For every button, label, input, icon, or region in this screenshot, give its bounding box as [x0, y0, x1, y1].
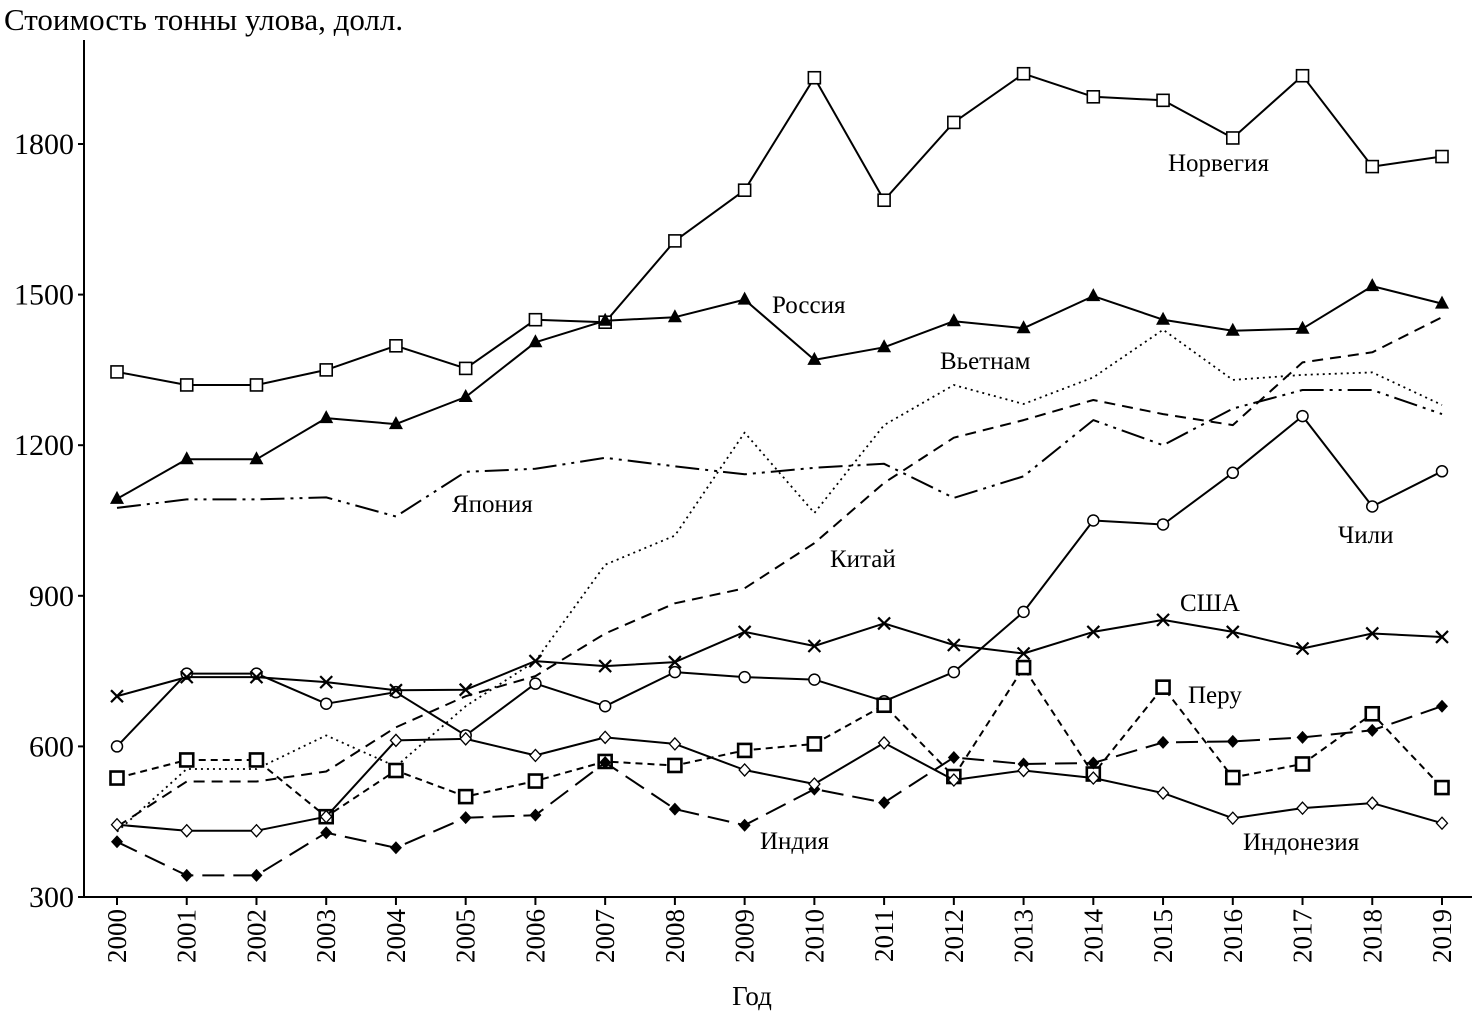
series-6-marker: [948, 667, 959, 678]
series-10-marker: [600, 731, 611, 743]
series-8-marker: [111, 772, 124, 785]
series-1-marker: [948, 116, 960, 128]
series-1-marker: [1436, 151, 1448, 163]
series-9-marker: [529, 809, 541, 822]
series-9-marker: [739, 819, 751, 832]
series-9-marker: [111, 835, 123, 848]
series-10-marker: [669, 738, 680, 750]
series-6-marker: [321, 698, 332, 709]
series-6-marker: [1227, 467, 1238, 478]
series-8-marker: [1226, 771, 1239, 784]
series-9-marker: [460, 811, 472, 824]
series-1-marker: [808, 72, 820, 84]
series-6-marker: [390, 687, 401, 698]
series-label: Вьетнам: [940, 348, 1031, 375]
series-line: [117, 390, 1442, 517]
series-7-marker: [878, 617, 890, 629]
series-7: [111, 614, 1448, 702]
series-6-marker: [112, 741, 123, 752]
x-tick-label: 2008: [659, 909, 690, 963]
series-1: [111, 68, 1448, 391]
series-2-marker: [738, 292, 752, 305]
series-1-marker: [1227, 132, 1239, 144]
x-tick-label: 2013: [1008, 909, 1039, 963]
series-1-marker: [739, 184, 751, 196]
series-9-marker: [1297, 731, 1309, 744]
series-4: [117, 330, 1442, 832]
series-2-marker: [1365, 278, 1379, 291]
series-9-marker: [948, 751, 960, 764]
series-1-marker: [878, 194, 890, 206]
series-9-marker: [390, 841, 402, 854]
series-10-marker: [1297, 802, 1308, 814]
series-1-marker: [390, 340, 402, 352]
series-6-marker: [1158, 519, 1169, 530]
series-5: [117, 317, 1442, 827]
series-8-marker: [389, 764, 402, 777]
series-1-marker: [1157, 94, 1169, 106]
x-tick-label: 2018: [1357, 909, 1388, 963]
x-tick-label: 2010: [799, 909, 830, 963]
series-10-marker: [879, 737, 890, 749]
series-9-marker: [1436, 700, 1448, 713]
series-6-marker: [530, 678, 541, 689]
x-tick-label: 2017: [1287, 909, 1318, 963]
series-9-marker: [1366, 724, 1378, 737]
series-2-marker: [459, 389, 473, 402]
series-6-marker: [669, 667, 680, 678]
y-tick-label: 600: [29, 730, 74, 764]
series-2-marker: [1296, 321, 1310, 334]
y-axis-title: Стоимость тонны улова, долл.: [4, 2, 404, 37]
series-1-marker: [1297, 70, 1309, 82]
x-tick-label: 2003: [311, 909, 342, 963]
series-6-marker: [809, 674, 820, 685]
series-label: Перу: [1188, 682, 1242, 709]
series-line: [117, 737, 1442, 830]
x-tick-label: 2011: [869, 909, 900, 962]
series-8-marker: [738, 744, 751, 757]
series-line: [117, 330, 1442, 832]
series-10-marker: [530, 749, 541, 761]
x-axis-title: Год: [732, 981, 772, 1011]
series-6-marker: [1367, 501, 1378, 512]
series-6-marker: [1088, 515, 1099, 526]
x-tick-label: 2014: [1078, 909, 1109, 963]
series-line: [117, 74, 1442, 385]
series-3: [117, 390, 1442, 517]
series-9-marker: [250, 869, 262, 882]
y-tick-label: 900: [29, 579, 74, 613]
series-9-marker: [1227, 735, 1239, 748]
series-8-marker: [1366, 707, 1379, 720]
series-10-marker: [112, 819, 123, 831]
x-tick-label: 2019: [1427, 909, 1457, 963]
series-1-marker: [529, 314, 541, 326]
x-tick-label: 2006: [520, 909, 551, 963]
series-9-marker: [878, 796, 890, 809]
series-10-marker: [181, 825, 192, 837]
series-layer: [110, 68, 1449, 882]
y-tick-label: 1200: [14, 429, 74, 463]
series-1-marker: [1087, 91, 1099, 103]
series-10-marker: [1437, 817, 1448, 829]
series-2-marker: [1086, 288, 1100, 301]
series-10-marker: [1158, 787, 1169, 799]
series-6-marker: [1437, 466, 1448, 477]
x-tick-label: 2015: [1148, 909, 1179, 963]
y-tick-label: 1800: [14, 128, 74, 161]
series-8-marker: [459, 790, 472, 803]
series-label: Япония: [452, 491, 533, 518]
series-8-marker: [668, 759, 681, 772]
series-label: Индонезия: [1243, 829, 1360, 856]
series-6-marker: [1018, 606, 1029, 617]
series-8: [111, 661, 1449, 823]
series-label: Чили: [1338, 522, 1394, 549]
series-line: [117, 620, 1442, 696]
series-1-marker: [320, 364, 332, 376]
series-1-marker: [1366, 161, 1378, 173]
series-line: [117, 668, 1442, 817]
series-8-marker: [529, 775, 542, 788]
series-1-marker: [460, 362, 472, 374]
series-6-marker: [600, 701, 611, 712]
series-10-marker: [1367, 797, 1378, 809]
series-8-marker: [878, 699, 891, 712]
series-8-marker: [180, 753, 193, 766]
x-tick-label: 2001: [171, 909, 202, 963]
series-1-marker: [669, 235, 681, 247]
series-10-marker: [739, 764, 750, 776]
series-label: Индия: [760, 828, 830, 855]
x-tick-label: 2000: [102, 909, 132, 963]
x-tick-label: 2002: [241, 909, 272, 963]
y-tick-label: 1500: [14, 278, 74, 312]
series-8-marker: [1017, 661, 1030, 674]
series-6-marker: [1297, 411, 1308, 422]
series-2-marker: [249, 451, 263, 464]
x-tick-label: 2007: [590, 909, 621, 963]
series-labels: [452, 150, 1393, 856]
series-1-marker: [181, 379, 193, 391]
series-8-marker: [1436, 781, 1449, 794]
series-9-marker: [669, 803, 681, 816]
series-label: Норвегия: [1168, 150, 1269, 177]
series-8-marker: [250, 753, 263, 766]
x-tick-label: 2004: [380, 909, 411, 963]
series-label: Китай: [830, 546, 896, 573]
series-1-marker: [250, 379, 262, 391]
series-line: [117, 416, 1442, 746]
series-8-marker: [1157, 681, 1170, 694]
series-label: Россия: [772, 292, 846, 319]
series-9-marker: [1157, 736, 1169, 749]
series-2-marker: [319, 410, 333, 423]
series-6: [112, 411, 1448, 752]
series-2-marker: [180, 451, 194, 464]
series-line: [117, 317, 1442, 827]
series-10-marker: [251, 825, 262, 837]
series-6-marker: [739, 672, 750, 683]
series-10-marker: [1227, 812, 1238, 824]
x-tick-label: 2016: [1217, 909, 1248, 963]
x-tick-label: 2009: [729, 909, 760, 963]
x-tick-label: 2012: [938, 909, 969, 963]
series-8-marker: [808, 737, 821, 750]
series-1-marker: [1018, 68, 1030, 80]
series-label: США: [1180, 590, 1240, 617]
x-tick-label: 2005: [450, 909, 481, 963]
series-9-marker: [320, 826, 332, 839]
series-1-marker: [111, 366, 123, 378]
series-2-marker: [110, 491, 124, 504]
series-8-marker: [1296, 757, 1309, 770]
y-tick-label: 300: [29, 881, 74, 914]
series-9-marker: [181, 869, 193, 882]
series-2-marker: [947, 313, 961, 326]
series-7-marker: [111, 690, 123, 702]
